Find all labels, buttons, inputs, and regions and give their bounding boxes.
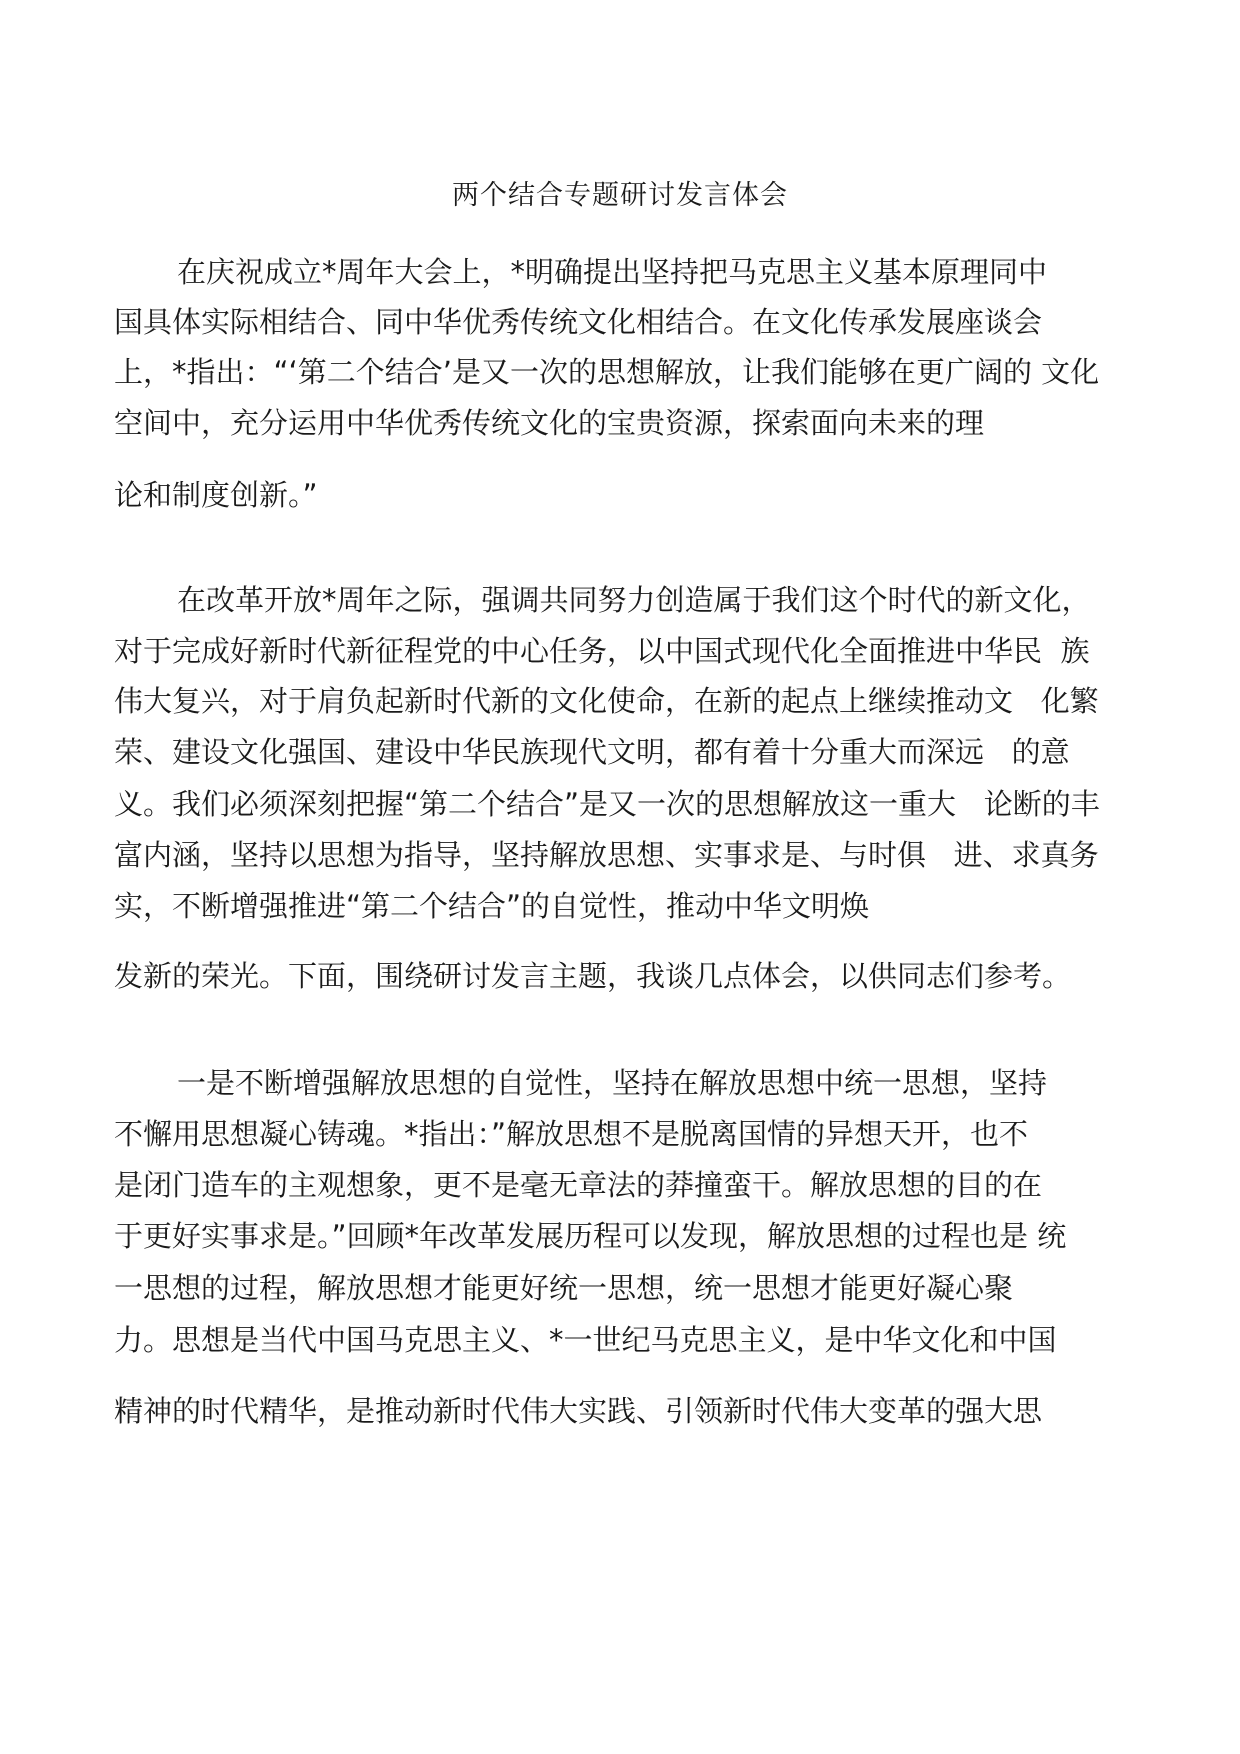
- text-line: 义。我们必须深刻把握“第二个结合”是又一次的思想解放这一重大 论断的丰: [114, 787, 1100, 821]
- text-line: 力。思想是当代中国马克思主义、*一世纪马克思主义，是中华文化和中国: [114, 1323, 1057, 1357]
- text-line: 在庆祝成立*周年大会上，*明确提出坚持把马克思主义基本原理同中: [177, 255, 1048, 289]
- text-line: 伟大复兴，对于肩负起新时代新的文化使命，在新的起点上继续推动文 化繁: [114, 684, 1099, 718]
- text-line: 论和制度创新。”: [114, 478, 318, 512]
- text-line: 空间中，充分运用中华优秀传统文化的宝贵资源，探索面向未来的理: [114, 406, 985, 440]
- text-line: 在改革开放*周年之际，强调共同努力创造属于我们这个时代的新文化，: [177, 583, 1091, 617]
- text-line: 一是不断增强解放思想的自觉性，坚持在解放思想中统一思想，坚持: [177, 1066, 1048, 1100]
- text-line: 一思想的过程，解放思想才能更好统一思想，统一思想才能更好凝心聚: [114, 1271, 1014, 1305]
- text-line: 上，*指出：“‘第二个结合’是又一次的思想解放，让我们能够在更广阔的 文化: [114, 355, 1100, 389]
- text-line: 是闭门造车的主观想象，更不是毫无章法的莽撞蛮干。解放思想的目的在: [114, 1168, 1043, 1202]
- text-line: 富内涵，坚持以思想为指导，坚持解放思想、实事求是、与时俱 进、求真务: [114, 838, 1099, 872]
- text-line: 实，不断增强推进“第二个结合”的自觉性，推动中华文明焕: [114, 889, 870, 923]
- text-line: 于更好实事求是。”回顾*年改革发展历程可以发现，解放思想的过程也是 统: [114, 1219, 1067, 1253]
- text-line: 发新的荣光。下面，围绕研讨发言主题，我谈几点体会，以供同志们参考。: [114, 959, 1072, 993]
- text-line: 精神的时代精华，是推动新时代伟大实践、引领新时代伟大变革的强大思: [114, 1394, 1043, 1428]
- text-line: 荣、建设文化强国、建设中华民族现代文明，都有着十分重大而深远 的意: [114, 735, 1070, 769]
- text-line: 国具体实际相结合、同中华优秀传统文化相结合。在文化传承发展座谈会: [114, 305, 1043, 339]
- text-line: 不懈用思想凝心铸魂。*指出：”解放思想不是脱离国情的异想天开，也不: [114, 1117, 1029, 1151]
- document-title: 两个结合专题研讨发言体会: [452, 180, 788, 211]
- text-line: 对于完成好新时代新征程党的中心任务，以中国式现代化全面推进中华民 族: [114, 634, 1090, 668]
